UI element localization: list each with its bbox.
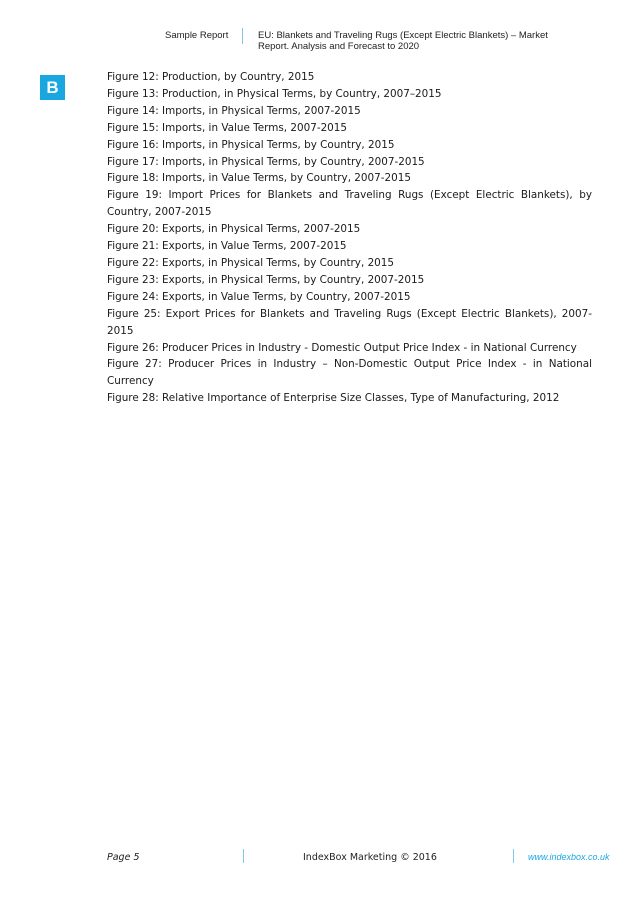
figure-list-item: Figure 20: Exports, in Physical Terms, 2007-2015 — [107, 223, 361, 236]
figure-list — [107, 69, 592, 407]
figure-list-item: Figure 28: Relative Importance of Enterprise Size Classes, Type of Manufacturing, 2012 — [107, 392, 560, 405]
footer-divider — [513, 849, 514, 863]
copyright: IndexBox Marketing © 2016 — [303, 852, 437, 863]
figure-list-item: Figure 12: Production, by Country, 2015 — [107, 71, 315, 83]
figure-list-item: Figure 13: Production, in Physical Terms, by Country, 2007–2015 — [107, 87, 442, 100]
figure-list-item: Figure 25: Export Prices for Blankets and Traveling Rugs (Except Electric Blankets), 2007-2015 — [107, 307, 592, 337]
figure-list-item: Figure 23: Exports, in Physical Terms, by Country, 2007-2015 — [107, 273, 425, 286]
figure-list-item: Figure 17: Imports, in Physical Terms, by Country, 2007-2015 — [107, 155, 425, 168]
header-divider — [242, 28, 243, 44]
figure-list-item: Figure 15: Imports, in Value Terms, 2007-2015 — [107, 121, 348, 134]
figure-list-item: Figure 24: Exports, in Value Terms, by Country, 2007-2015 — [107, 290, 411, 303]
figure-list-item: Figure 19: Import Prices for Blankets and Traveling Rugs (Except Electric Blankets), by Country, 2007-2015 — [107, 189, 592, 219]
website-link[interactable]: www.indexbox.co.uk — [528, 852, 610, 862]
indexbox-logo: B — [40, 75, 65, 100]
page-number: Page 5 — [107, 852, 140, 863]
figure-list-item: Figure 14: Imports, in Physical Terms, 2007-2015 — [107, 104, 361, 117]
figure-list-item: Figure 18: Imports, in Value Terms, by Country, 2007-2015 — [107, 172, 411, 185]
figure-list-item: Figure 27: Producer Prices in Industry – Non-Domestic Output Price Index - in National Currency — [107, 358, 592, 388]
figure-list-item: Figure 21: Exports, in Value Terms, 2007-2015 — [107, 240, 347, 253]
figure-list-item: Figure 16: Imports, in Physical Terms, by Country, 2015 — [107, 138, 395, 151]
footer-divider — [243, 849, 244, 863]
header-report-title: EU: Blankets and Traveling Rugs (Except Electric Blankets) – Market Report. Analysis and Forecast to 2020 — [258, 30, 548, 52]
header-report-label: Sample Report — [165, 30, 229, 41]
figure-list-item: Figure 22: Exports, in Physical Terms, by Country, 2015 — [107, 256, 395, 269]
figure-list-item: Figure 26: Producer Prices in Industry - Domestic Output Price Index - in National Currency — [107, 341, 577, 354]
